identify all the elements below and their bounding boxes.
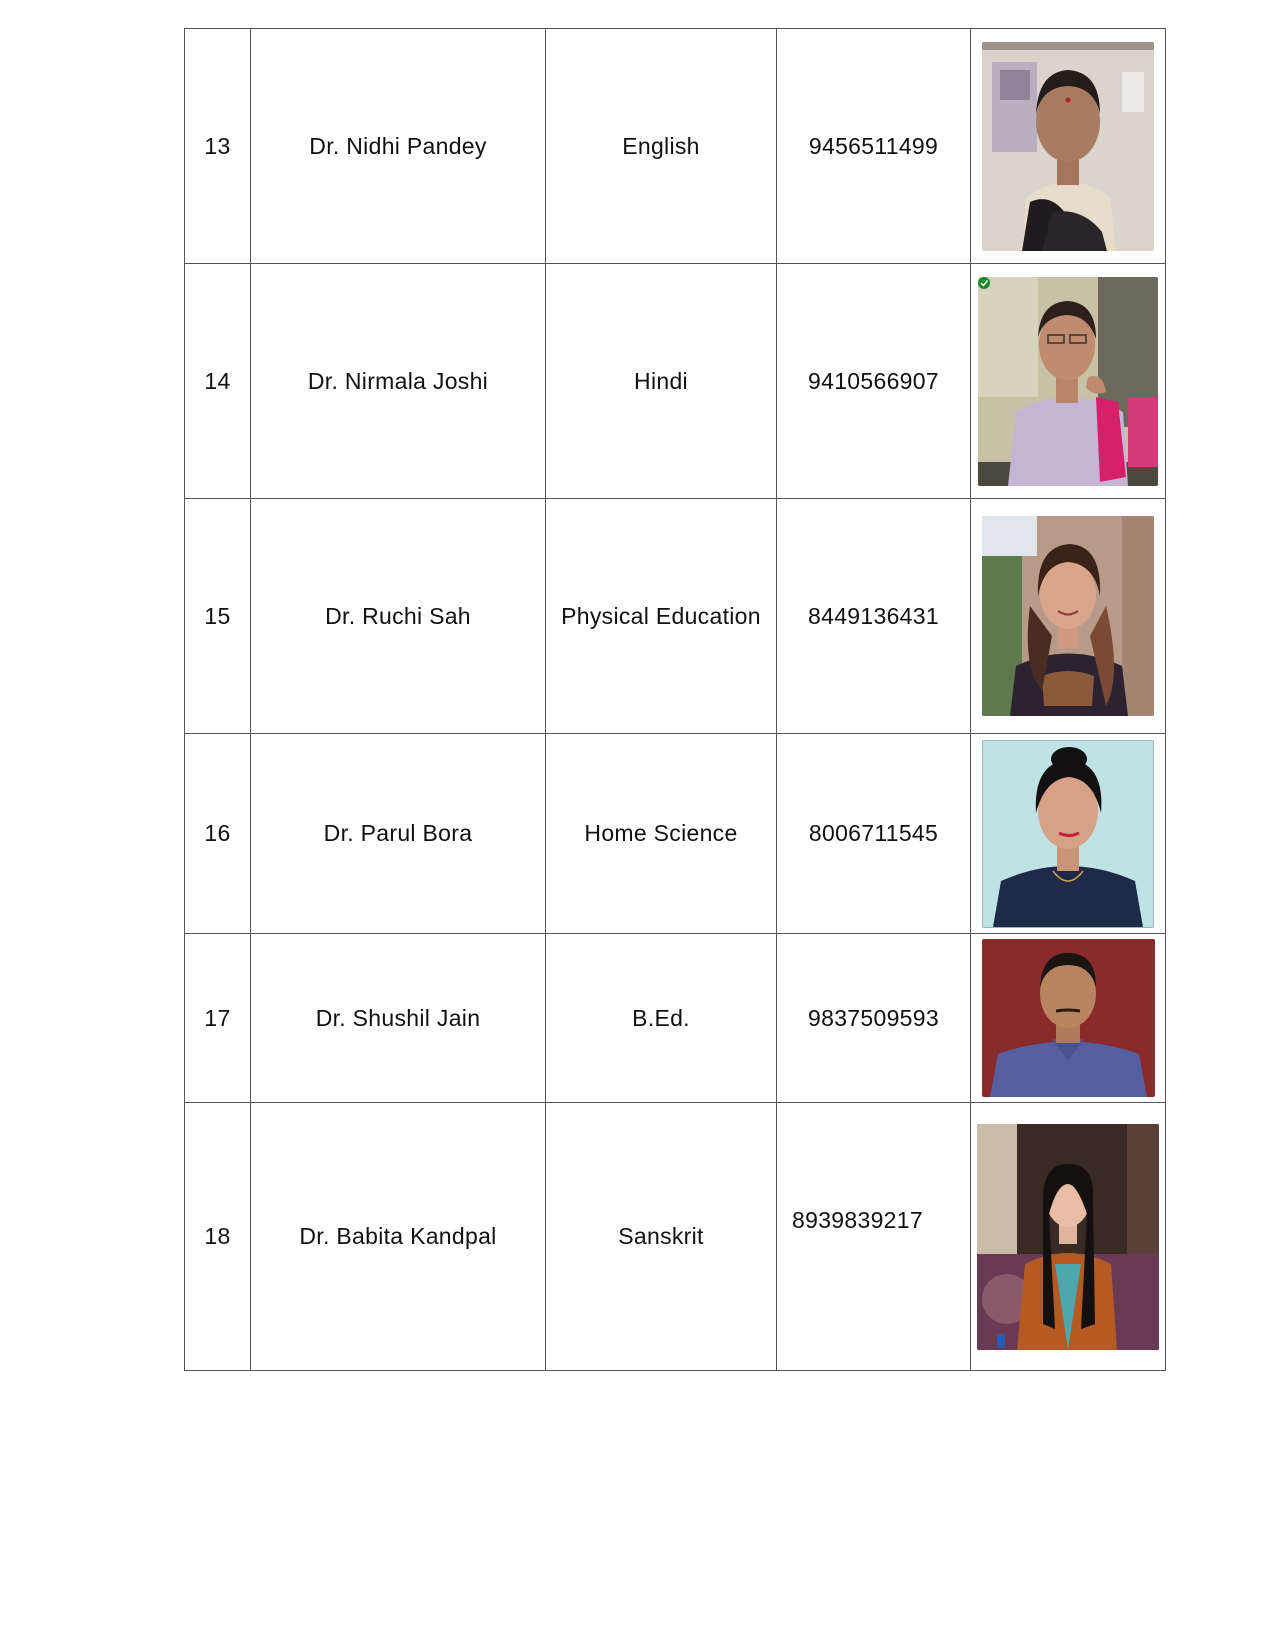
department-cell: Home Science <box>546 734 777 934</box>
table-row <box>185 29 1166 264</box>
faculty-name-cell: Dr. Shushil Jain <box>251 934 546 1103</box>
phone-cell: 8006711545 <box>777 734 971 934</box>
photo-cell <box>971 29 1166 264</box>
phone-cell: 8449136431 <box>777 499 971 734</box>
faculty-photo <box>977 1124 1159 1350</box>
faculty-name-cell: Dr. Babita Kandpal <box>251 1103 546 1371</box>
faculty-photo <box>982 516 1154 716</box>
phone-number: 8939839217 <box>792 1207 923 1233</box>
faculty-name-cell: Dr. Nirmala Joshi <box>251 264 546 499</box>
phone-cell: 9456511499 <box>777 29 971 264</box>
table-row <box>185 934 1166 1103</box>
photo-cell <box>971 1103 1166 1371</box>
photo-cell <box>971 499 1166 734</box>
table-row <box>185 1103 1166 1371</box>
phone-cell <box>777 1103 971 1371</box>
serial-number-cell: 14 <box>185 264 251 499</box>
phone-cell: 9837509593 <box>777 934 971 1103</box>
department-cell: English <box>546 29 777 264</box>
faculty-photo <box>982 939 1155 1097</box>
faculty-name-cell: Dr. Nidhi Pandey <box>251 29 546 264</box>
table-row <box>185 264 1166 499</box>
faculty-photo <box>982 42 1154 251</box>
table-row <box>185 499 1166 734</box>
serial-number-cell: 18 <box>185 1103 251 1371</box>
serial-number-cell: 13 <box>185 29 251 264</box>
serial-number-cell: 15 <box>185 499 251 734</box>
faculty-name-cell: Dr. Parul Bora <box>251 734 546 934</box>
serial-number-cell: 17 <box>185 934 251 1103</box>
department-cell: Physical Education <box>546 499 777 734</box>
serial-number-cell: 16 <box>185 734 251 934</box>
photo-cell <box>971 734 1166 934</box>
photo-cell <box>971 264 1166 499</box>
table-row <box>185 734 1166 934</box>
department-cell: Hindi <box>546 264 777 499</box>
photo-cell <box>971 934 1166 1103</box>
phone-cell: 9410566907 <box>777 264 971 499</box>
department-cell: B.Ed. <box>546 934 777 1103</box>
faculty-table <box>184 28 1166 1371</box>
faculty-photo <box>982 740 1154 928</box>
faculty-name-cell: Dr. Ruchi Sah <box>251 499 546 734</box>
department-cell: Sanskrit <box>546 1103 777 1371</box>
faculty-photo <box>978 277 1158 486</box>
